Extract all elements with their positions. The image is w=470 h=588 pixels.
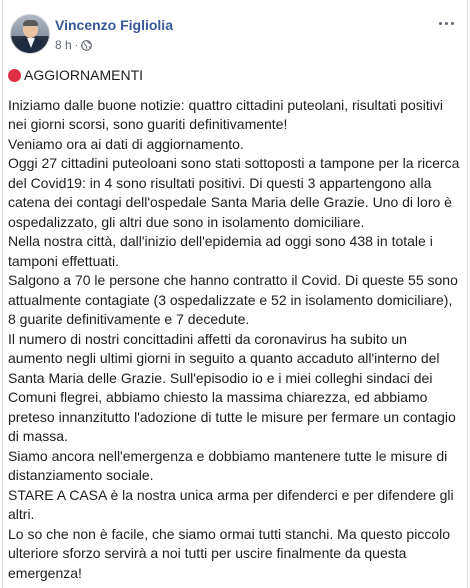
post-body [8, 66, 461, 583]
more-options-icon[interactable] [437, 16, 455, 30]
post-line-4: Nella nostra città, dall'inizio dell'epidemia ad oggi sono 438 in totale i tamponi effettuati. [8, 233, 433, 269]
globe-icon[interactable] [81, 40, 92, 51]
avatar[interactable] [10, 14, 50, 54]
post-heading [8, 66, 461, 86]
post-line-7: Siamo ancora nell'emergenza e dobbiamo mantenere tutte le misure di distanziamento sociale. [8, 447, 448, 483]
red-circle-icon [8, 69, 21, 82]
separator-dot: · [74, 39, 79, 51]
post-line-8: STARE A CASA è la nostra unica arma per difenderci e per difendere gli altri. [8, 486, 454, 522]
post-card [2, 0, 468, 588]
post-header [3, 0, 467, 62]
avatar-hair [23, 20, 38, 26]
post-time[interactable]: 8 h [55, 38, 72, 52]
post-line-9: Lo so che non è facile, che siamo ormai tutti stanchi. Ma questo piccolo ulteriore sforzo servirà a noi tutti per uscire finalmente da questa emergenza! [8, 525, 451, 581]
author-name[interactable]: Vincenzo Figliolia [55, 17, 173, 33]
post-meta [55, 38, 92, 52]
post-line-2: Veniamo ora ai dati di aggiornamento. [8, 135, 244, 152]
heading-text: AGGIORNAMENTI [24, 67, 144, 83]
post-line-1: Iniziamo dalle buone notizie: quattro cittadini puteolani, risultati positivi nei giorni scorsi, sono guariti definitivamente! [8, 96, 444, 132]
post-line-3: Oggi 27 cittadini puteoloani sono stati sottoposti a tampone per la ricerca del Covid19: in 4 sono risultati positivi. Di questi 3 appartengono alla catena dei contagi dell'ospedale Santa Maria delle Grazie. Uno di loro è ospedalizzato, gli altri due sono in isolamento domiciliare. [8, 155, 460, 230]
post-line-6: Il numero di nostri concittadini affetti da coronavirus ha subito un aumento negli ultimi giorni in seguito a quanto accaduto all'interno del Santa Maria delle Grazie. Sull'episodio io e i miei colleghi sindaci dei Comuni flegrei, abbiamo chiesto la massima chiarezza, ed abbiamo preteso innanzitutto l'adozione di tutte le misure per fermare un contagio di massa. [8, 330, 456, 444]
post-line-5: Salgono a 70 le persone che hanno contratto il Covid. Di queste 55 sono attualmente contagiate (3 ospedalizzate e 52 in isolamento domiciliare), 8 guarite definitivamente e 7 decedute. [8, 272, 458, 327]
